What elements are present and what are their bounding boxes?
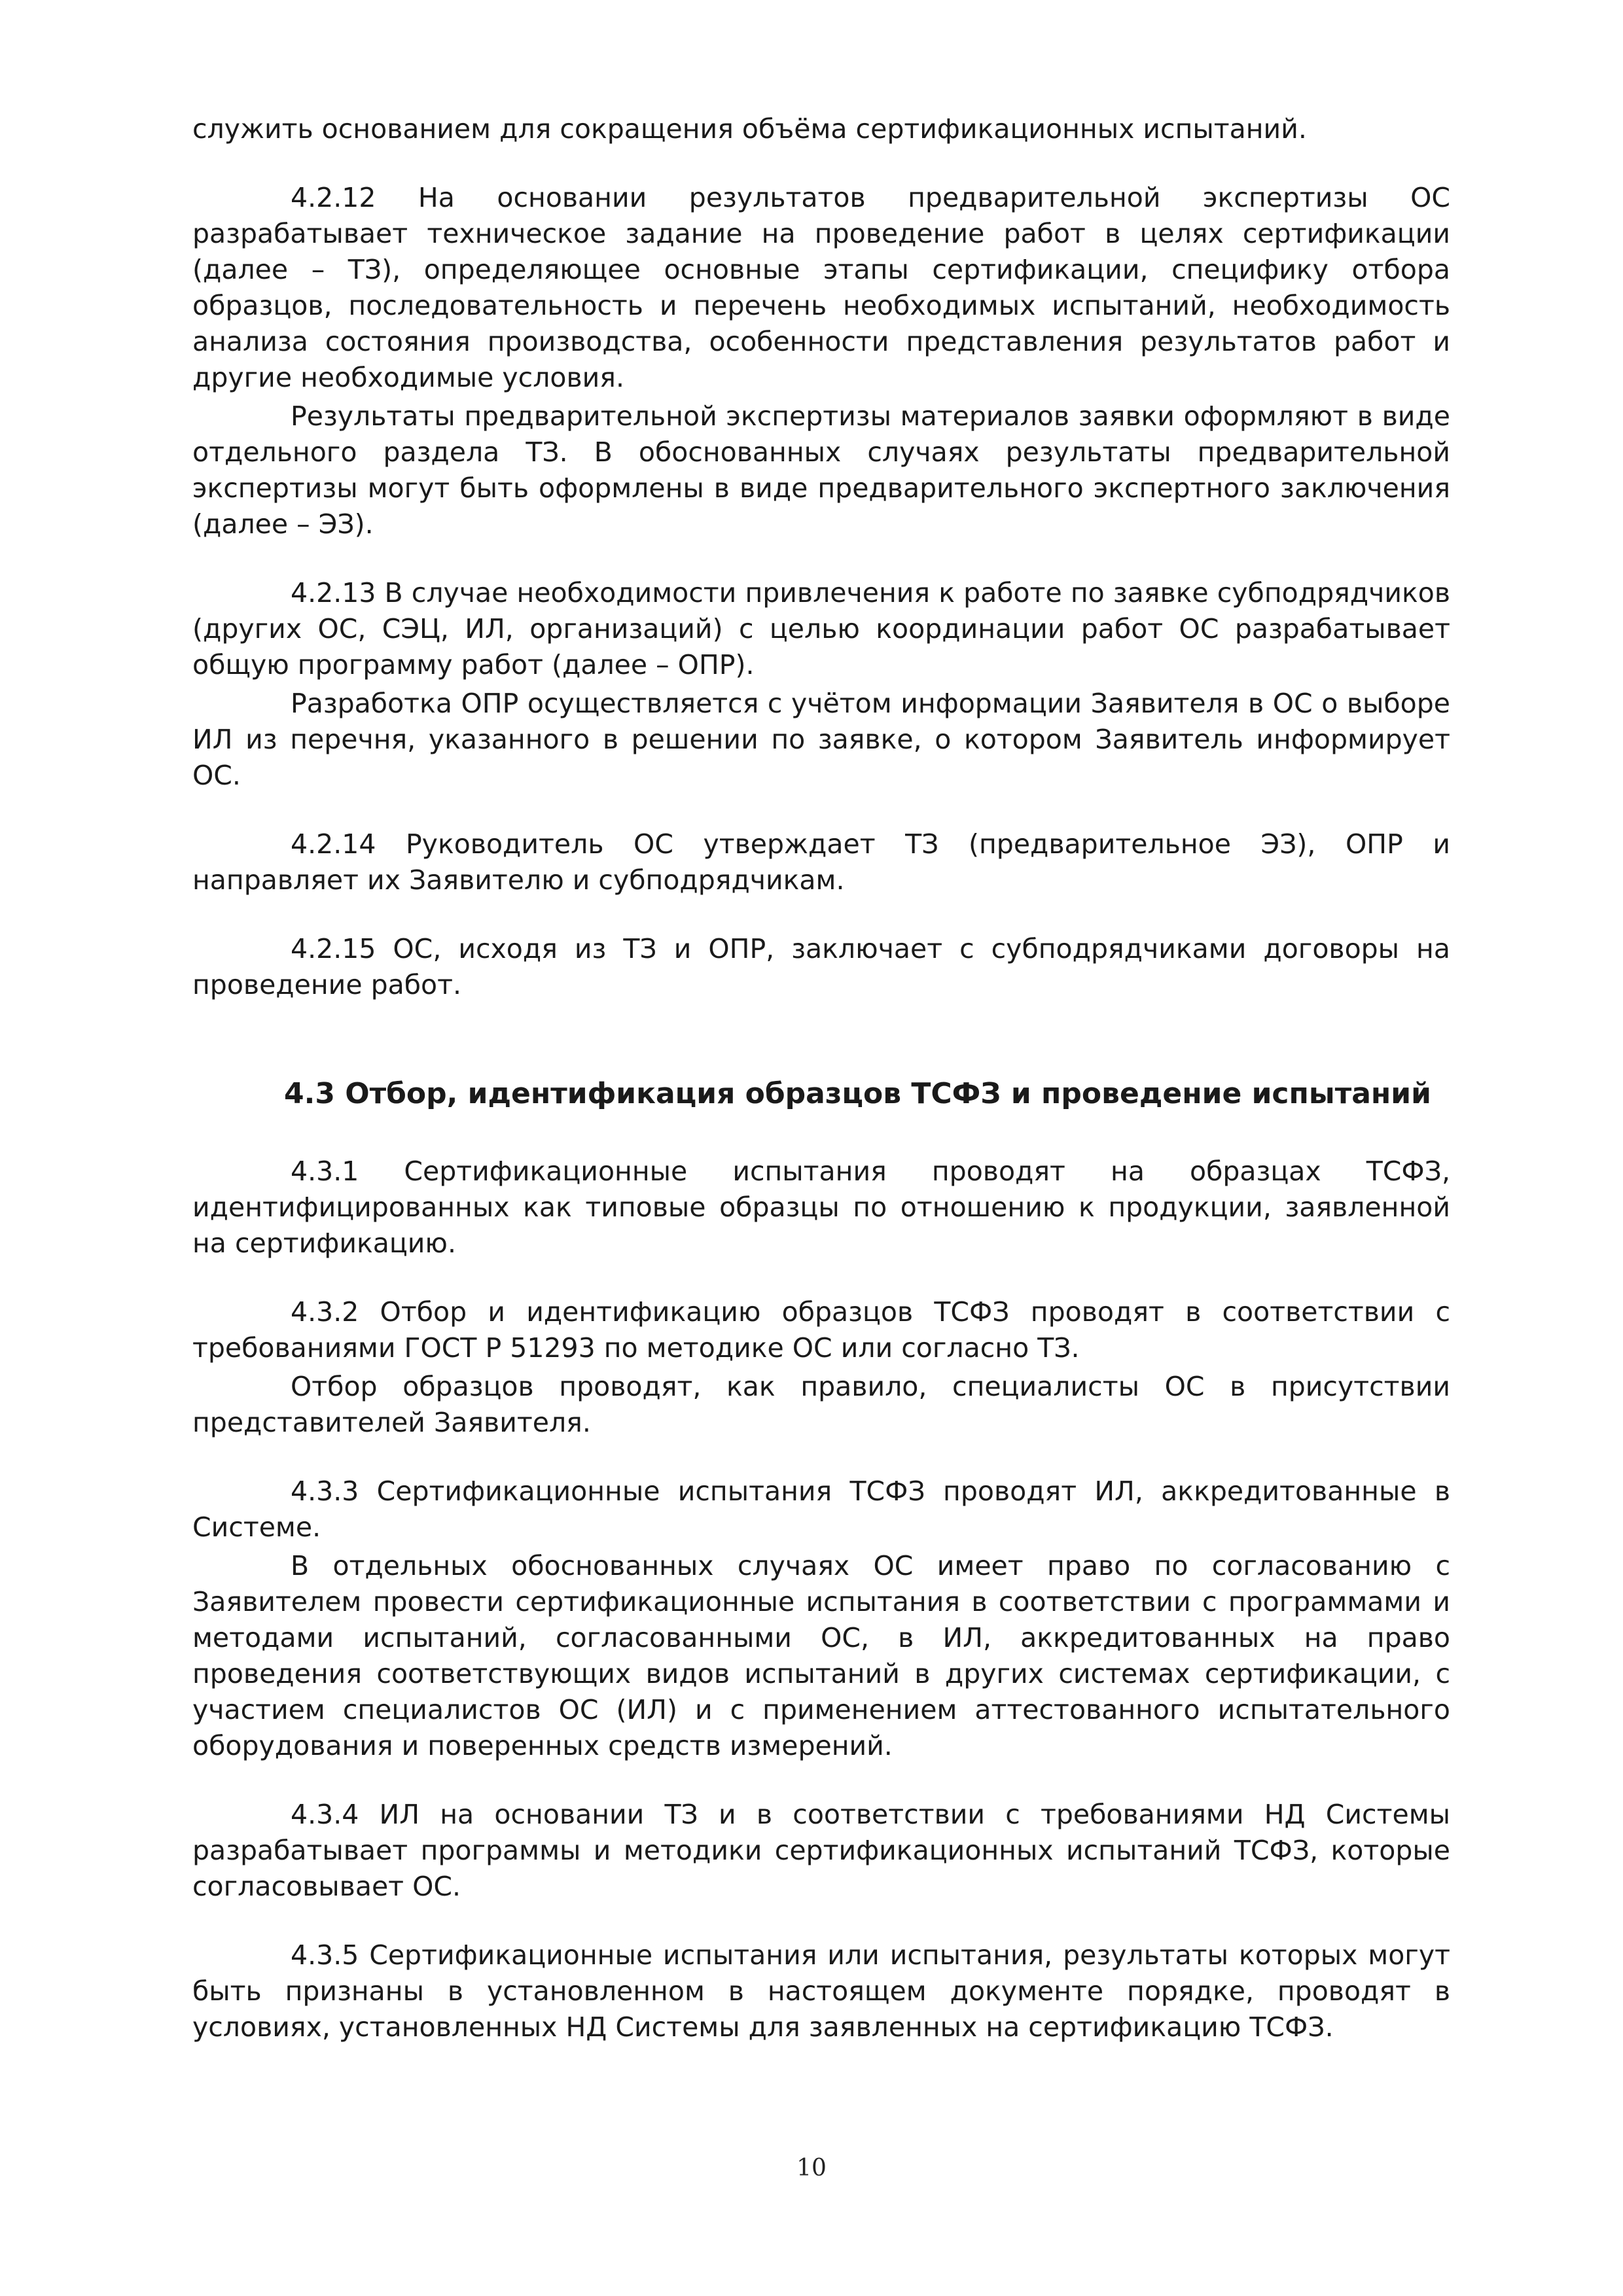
paragraph-4-3-3: 4.3.3 Сертификационные испытания ТСФЗ проводят ИЛ, аккредитованные в Системе.: [192, 1475, 1450, 1543]
paragraph-4-3-4: 4.3.4 ИЛ на основании ТЗ и в соответствии с требованиями НД Системы разрабатывает программы и методики сертификационных испытаний ТСФЗ, которые согласовывает ОС.: [192, 1799, 1450, 1902]
paragraph-4-2-13-opr: Разработка ОПР осуществляется с учётом информации Заявителя в ОС о выборе ИЛ из перечня, указанного в решении по заявке, о котором Заявитель информирует ОС.: [192, 688, 1450, 791]
paragraph-4-2-15: 4.2.15 ОС, исходя из ТЗ и ОПР, заключает с субподрядчиками договоры на проведение работ.: [192, 933, 1450, 1000]
paragraph-4-2-12: 4.2.12 На основании результатов предварительной экспертизы ОС разрабатывает техническое задание на проведение работ в целях сертификации (далее – ТЗ), определяющее основные этапы сертификации, специфику отбора образцов, последовательность и перечень необходимых испытаний, необходимость анализа состояния производства, особенности представления результатов работ и другие необходимые условия.: [192, 182, 1450, 393]
page-number: 10: [796, 2155, 827, 2181]
paragraph-4-3-2-sampling: Отбор образцов проводят, как правило, специалисты ОС в присутствии представителей Заявителя.: [192, 1371, 1450, 1438]
section-heading-4-3: 4.3 Отбор, идентификация образцов ТСФЗ и проведение испытаний: [284, 1077, 1431, 1110]
paragraph-4-3-5: 4.3.5 Сертификационные испытания или испытания, результаты которых могут быть признаны в установленном в настоящем документе порядке, проводят в условиях, установленных НД Системы для заявленных на сертификацию ТСФЗ.: [192, 1939, 1450, 2043]
paragraph-4-2-12-results: Результаты предварительной экспертизы материалов заявки оформляют в виде отдельного раздела ТЗ. В обоснованных случаях результаты предварительной экспертизы могут быть оформлены в виде предварительного экспертного заключения (далее – ЭЗ).: [192, 400, 1450, 540]
paragraph-4-3-2: 4.3.2 Отбор и идентификацию образцов ТСФЗ проводят в соответствии с требованиями ГОСТ Р 51293 по методике ОС или согласно ТЗ.: [192, 1296, 1450, 1364]
paragraph-4-2-13: 4.2.13 В случае необходимости привлечения к работе по заявке субподрядчиков (других ОС, СЭЦ, ИЛ, организаций) с целью координации работ ОС разрабатывает общую программу работ (далее – ОПР).: [192, 577, 1450, 680]
paragraph-continuation: служить основанием для сокращения объёма сертификационных испытаний.: [192, 113, 1307, 145]
paragraph-4-3-3-exceptions: В отдельных обоснованных случаях ОС имеет право по согласованию с Заявителем провести сертификационные испытания в соответствии с программами и методами испытаний, согласованными ОС, в ИЛ, аккредитованных на право проведения соответствующих видов испытаний в других системах сертификации, с участием специалистов ОС (ИЛ) и с применением аттестованного испытательного оборудования и поверенных средств измерений.: [192, 1550, 1450, 1761]
document-body: [192, 111, 1450, 2045]
paragraph-4-2-14: 4.2.14 Руководитель ОС утверждает ТЗ (предварительное ЭЗ), ОПР и направляет их Заявителю и субподрядчикам.: [192, 828, 1450, 896]
paragraph-4-3-1: 4.3.1 Сертификационные испытания проводят на образцах ТСФЗ, идентифицированных как типовые образцы по отношению к продукции, заявленной на сертификацию.: [192, 1156, 1450, 1259]
